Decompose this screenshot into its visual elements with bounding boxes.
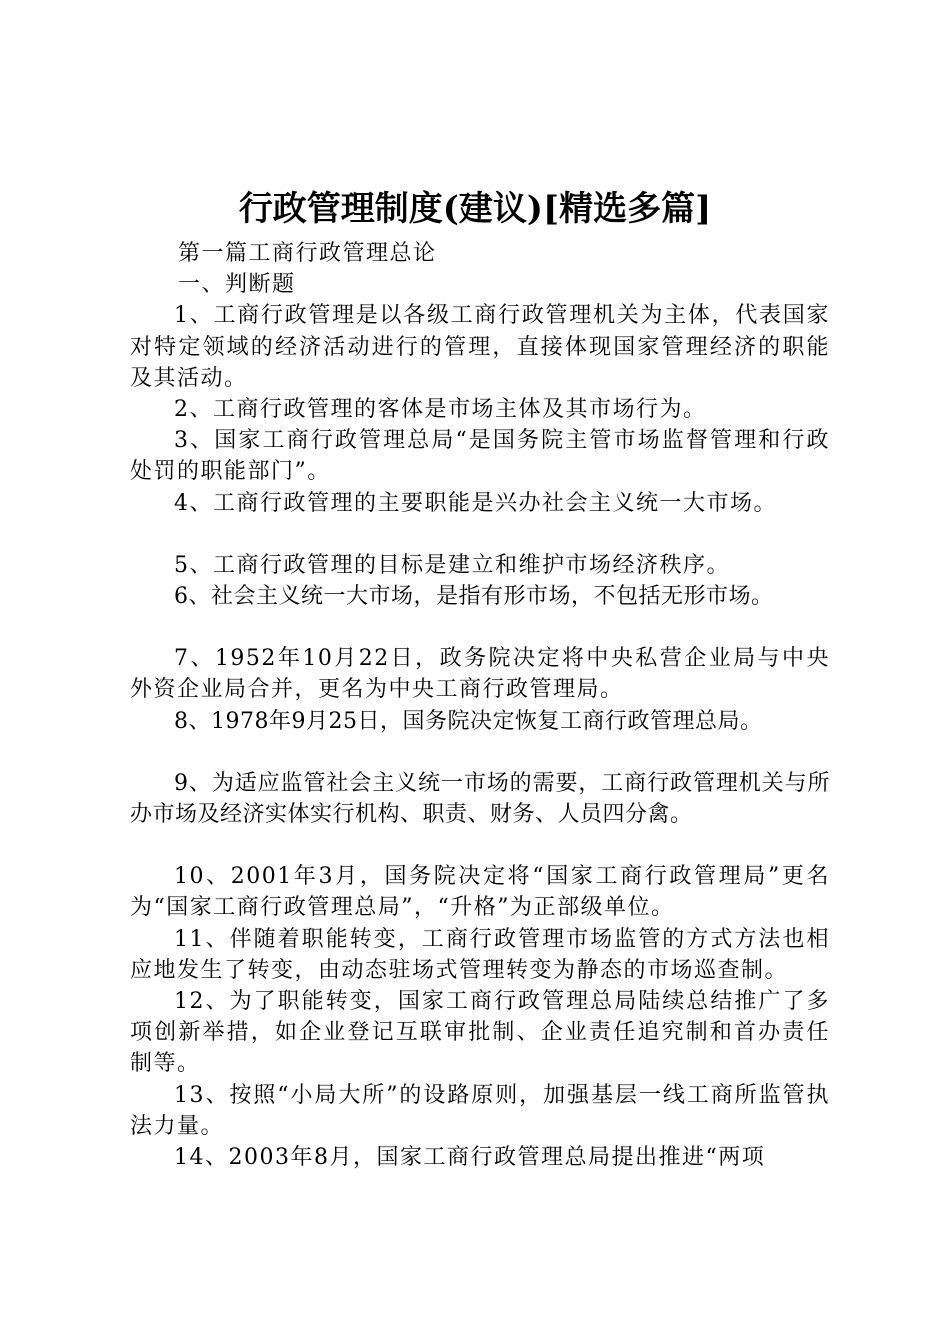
- paragraph-item-12: 12、为了职能转变，国家工商行政管理总局陆续总结推广了多项创新举措，如企业登记互联审批制、企业责任追究制和首办责任制等。: [130, 989, 830, 1077]
- paragraph-item-13: 13、按照“小局大所”的设路原则，加强基层一线工商所监管执法力量。: [130, 1082, 830, 1139]
- paragraph-item-4: 4、工商行政管理的主要职能是兴办社会主义统一大市场。: [174, 490, 777, 516]
- paragraph-item-1: 1、工商行政管理是以各级工商行政管理机关为主体，代表国家对特定领域的经济活动进行的管理，直接体现国家管理经济的职能及其活动。: [130, 303, 830, 391]
- paragraph-item-14: 14、2003年8月，国家工商行政管理总局提出推进“两项: [174, 1145, 766, 1171]
- paragraph-item-2: 2、工商行政管理的客体是市场主体及其市场行为。: [174, 397, 707, 423]
- paragraph-item-7: 7、1952年10月22日，政务院决定将中央私营企业局与中央外资企业局合并，更名为中央工商行政管理局。: [130, 646, 830, 703]
- paragraph-item-10: 10、2001年3月，国务院决定将“国家工商行政管理局”更名为“国家工商行政管理总局”，“升格”为正部级单位。: [130, 864, 830, 921]
- document-body: [130, 238, 830, 1173]
- document-title: 行政管理制度(建议)[精选多篇]: [238, 189, 712, 229]
- paragraph-item-6: 6、社会主义统一大市场，是指有形市场，不包括无形市场。: [174, 584, 774, 610]
- paragraph-item-9: 9、为适应监管社会主义统一市场的需要，工商行政管理机关与所办市场及经济实体实行机构、职责、财务、人员四分禽。: [130, 770, 830, 828]
- paragraph-item-11: 11、伴随着职能转变，工商行政管理市场监管的方式方法也相应地发生了转变，由动态驻场式管理转变为静态的市场巡查制。: [130, 926, 830, 983]
- paragraph-item-8: 8、1978年9月25日，国务院决定恢复工商行政管理总局。: [174, 708, 763, 734]
- paragraph-item-5: 5、工商行政管理的目标是建立和维护市场经济秩序。: [174, 552, 730, 578]
- paragraph-item-3: 3、国家工商行政管理总局“是国务院主管市场监督管理和行政处罚的职能部门”。: [130, 428, 830, 485]
- section-heading: 一、判断题: [178, 272, 296, 298]
- chapter-heading: 第一篇工商行政管理总论: [178, 241, 437, 266]
